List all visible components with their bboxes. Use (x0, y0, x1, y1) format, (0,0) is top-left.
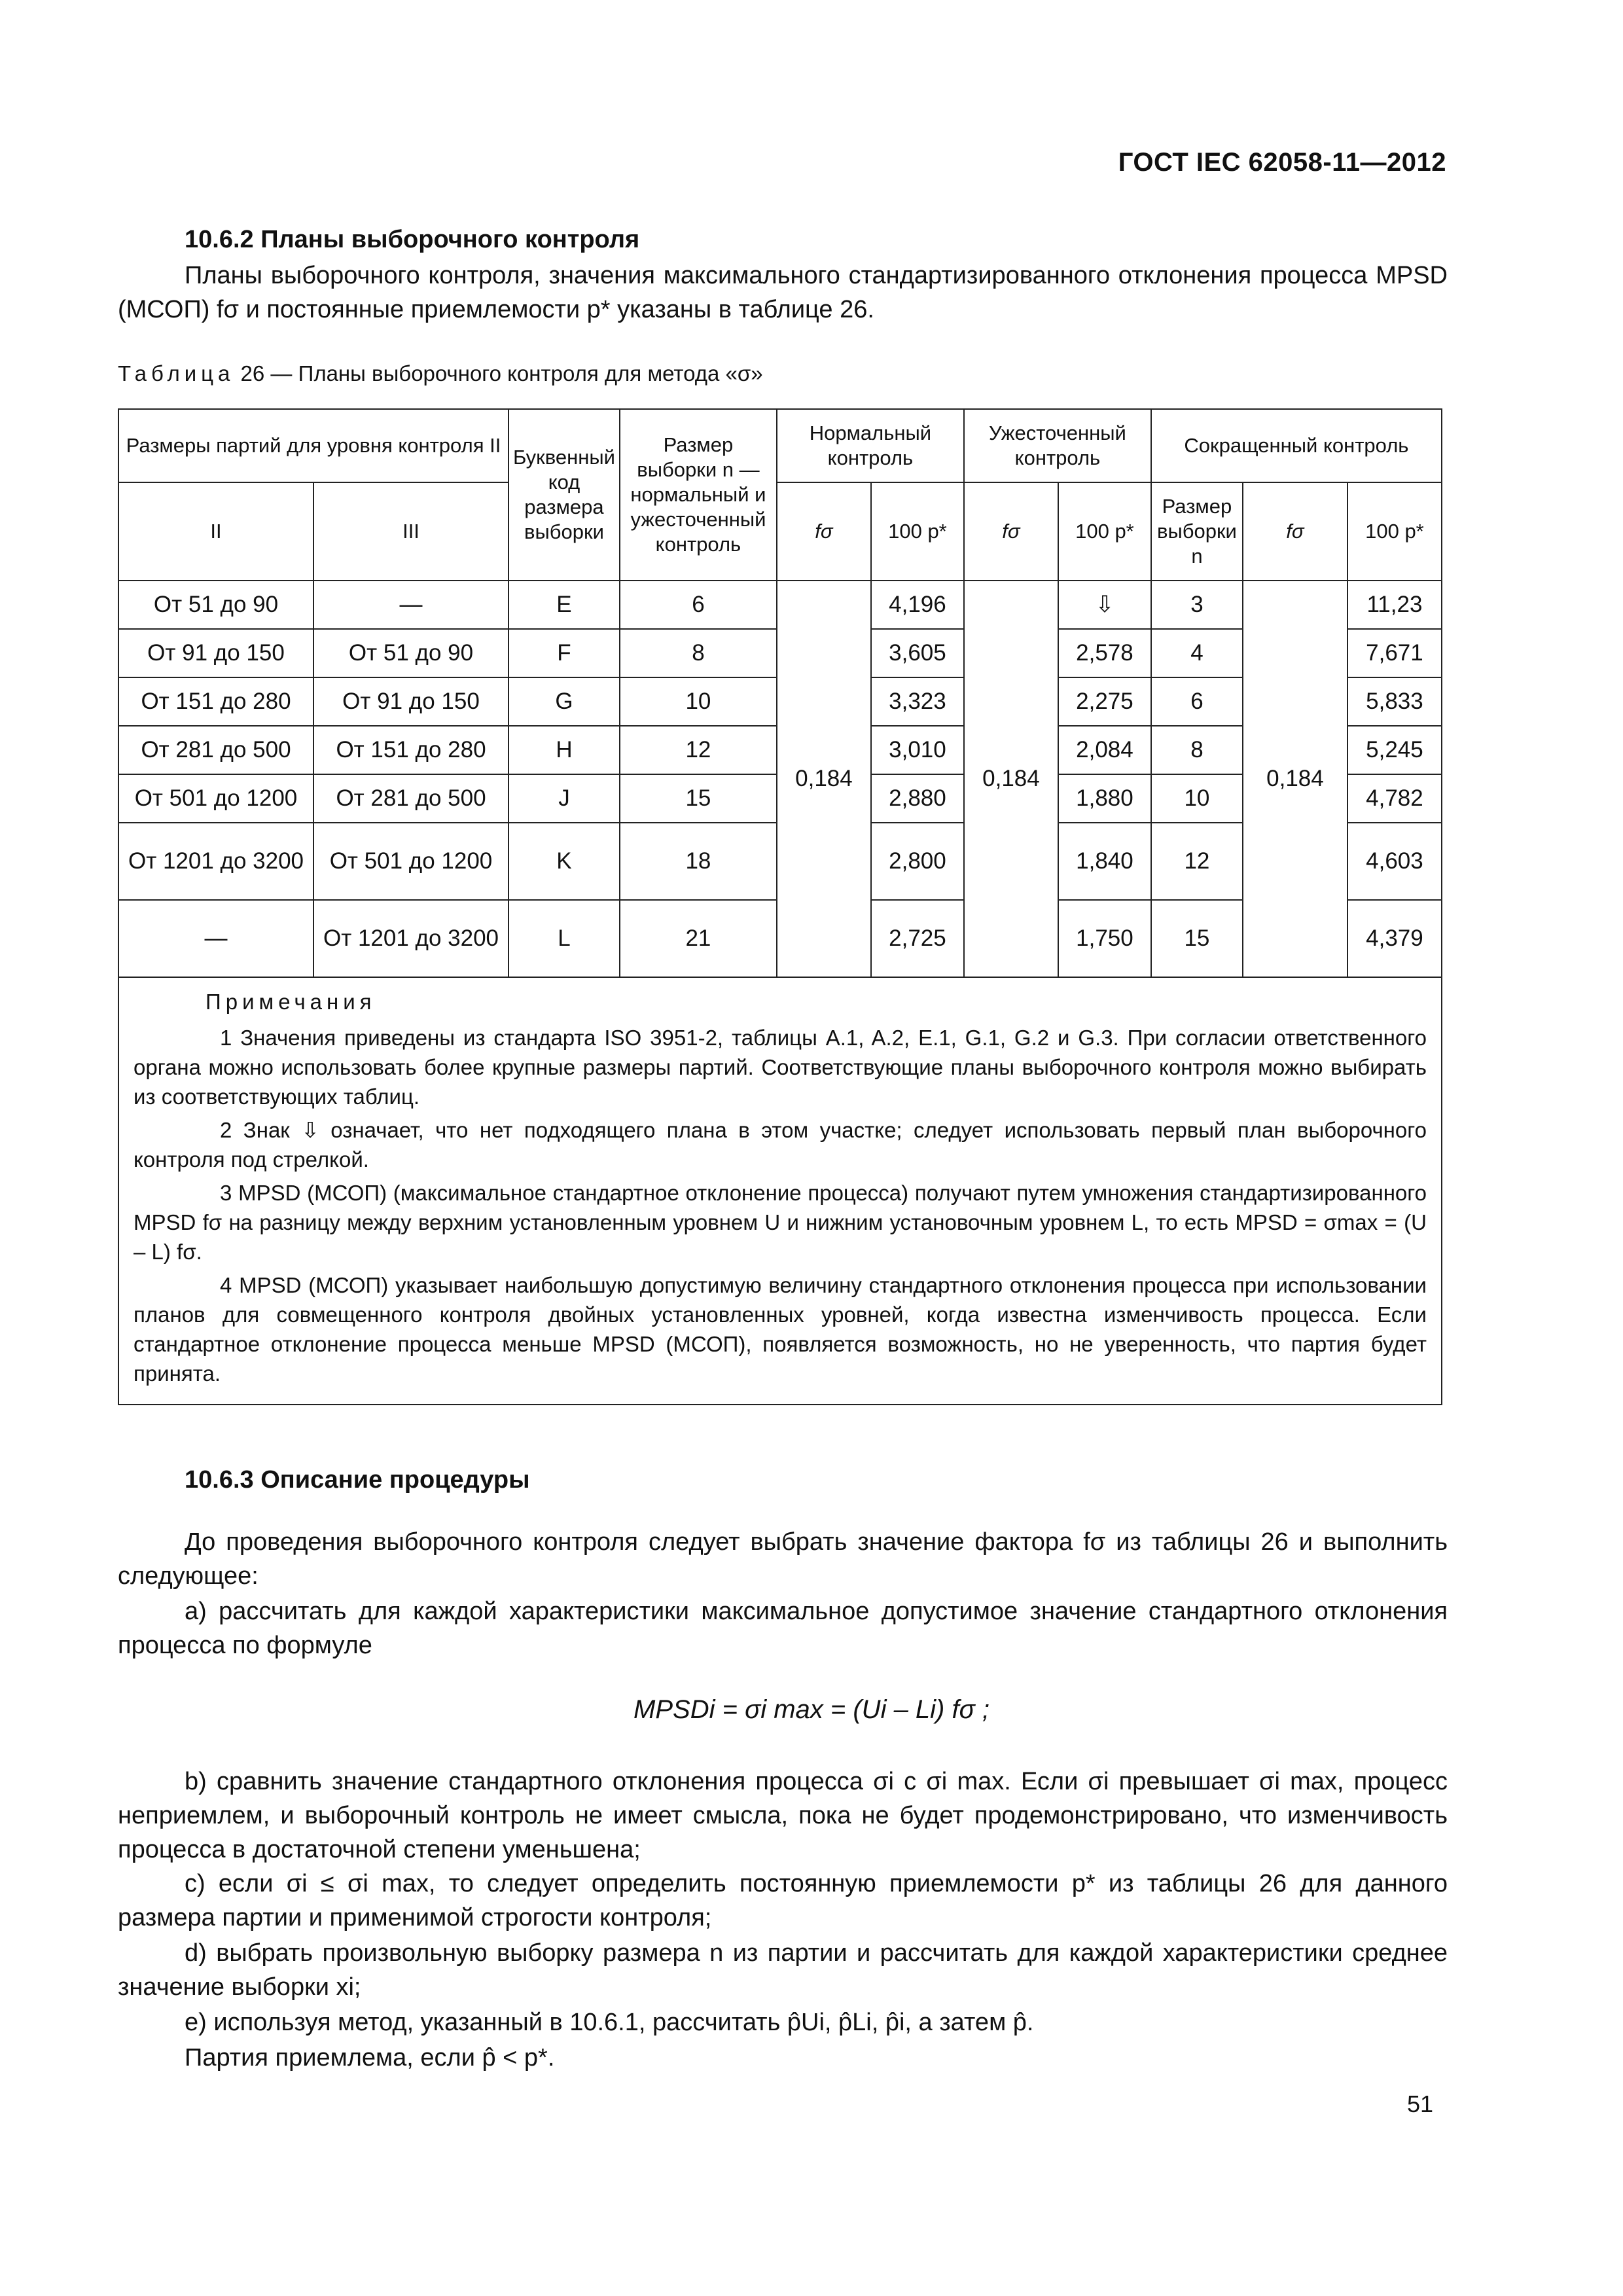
section-title-10-6-2: 10.6.2 Планы выборочного контроля (185, 226, 640, 253)
cell-p-reduced: 4,603 (1347, 823, 1442, 900)
cell-p-tightened: 2,084 (1058, 726, 1151, 774)
cell-code: E (508, 581, 620, 629)
section-intro: Планы выборочного контроля, значения максимального стандартизированного отклонения процесса MPSD (МСОП) fσ и постоянные приемлемости p* указаны в таблице 26. (118, 262, 1448, 323)
cell-lot-iii: От 281 до 500 (313, 774, 508, 823)
cell-p-tightened: 1,750 (1058, 900, 1151, 977)
header-p100-reduced: 100 p* (1347, 482, 1442, 581)
procedure-step-b: b) сравнить значение стандартного отклонения процесса σi с σi max. Если σi превышает σi max, процесс неприемлем, и выборочный контроль не имеет смысла, пока не будет продемонстрировано, что изменчивость процесса в достаточной степени уменьшена; (118, 1768, 1448, 1863)
notes-title: Примечания (205, 990, 376, 1014)
header-f-sigma-normal: fσ (777, 482, 871, 581)
cell-p-reduced: 5,245 (1347, 726, 1442, 774)
mpsd-formula: MPSDi = σi max = (Ui – Li) fσ ; (633, 1695, 990, 1724)
header-f-sigma-reduced: fσ (1243, 482, 1347, 581)
cell-n-reduced: 12 (1151, 823, 1243, 900)
cell-p-tightened: 1,840 (1058, 823, 1151, 900)
cell-p-normal: 2,725 (871, 900, 964, 977)
cell-p-tightened: ⇩ (1058, 581, 1151, 629)
note-item: 4 MPSD (МСОП) указывает наибольшую допустимую величину стандартного отклонения процесса при использовании планов для совмещенного контроля двойных установленных уровней, когда известна изменчивость процесса. Если стандартное отклонение процесса меньше MPSD (МСОП), появляется возможность, но не уверенность, что партия будет принята. (134, 1273, 1427, 1386)
cell-code: L (508, 900, 620, 977)
cell-p-reduced: 7,671 (1347, 629, 1442, 677)
cell-n-reduced: 10 (1151, 774, 1243, 823)
cell-n-reduced: 4 (1151, 629, 1243, 677)
cell-lot-ii: От 51 до 90 (118, 581, 313, 629)
procedure-step-c: c) если σi ≤ σi max, то следует определить постоянную приемлемости p* из таблицы 26 для данного размера партии и применимой строгости контроля; (118, 1870, 1448, 1931)
cell-lot-ii: — (118, 900, 313, 977)
cell-p-tightened: 2,578 (1058, 629, 1151, 677)
cell-lot-ii: От 91 до 150 (118, 629, 313, 677)
cell-p-tightened: 2,275 (1058, 677, 1151, 726)
note-item: 1 Значения приведены из стандарта ISO 3951-2, таблицы A.1, A.2, E.1, G.1, G.2 и G.3. При согласии ответственного органа можно использовать более крупные размеры партий. Соответствующие планы выборочного контроля можно выбирать из соответствующих таблиц. (134, 1026, 1427, 1109)
cell-p-normal: 3,605 (871, 629, 964, 677)
cell-n: 18 (620, 823, 777, 900)
cell-f-normal: 0,184 (777, 581, 871, 977)
cell-f-reduced: 0,184 (1243, 581, 1347, 977)
cell-lot-ii: От 1201 до 3200 (118, 823, 313, 900)
procedure-step-d: d) выбрать произвольную выборку размера n из партии и рассчитать для каждой характеристики среднее значение выборки xi; (118, 1939, 1448, 2001)
header-p100-normal: 100 p* (871, 482, 964, 581)
cell-n-reduced: 6 (1151, 677, 1243, 726)
cell-code: F (508, 629, 620, 677)
cell-code: K (508, 823, 620, 900)
table-notes (118, 977, 1442, 1405)
table-row (118, 581, 1442, 629)
cell-p-tightened: 1,880 (1058, 774, 1151, 823)
header-tightened: Ужесточенный контроль (964, 409, 1151, 482)
cell-lot-iii: От 51 до 90 (313, 629, 508, 677)
header-col-iii: III (313, 482, 508, 581)
procedure-intro: До проведения выборочного контроля следует выбрать значение фактора fσ из таблицы 26 и выполнить следующее: (118, 1528, 1448, 1590)
acceptance-criterion: Партия приемлема, если p̂ < p*. (185, 2044, 555, 2072)
table-caption (118, 361, 763, 386)
cell-n: 8 (620, 629, 777, 677)
cell-lot-iii: От 91 до 150 (313, 677, 508, 726)
cell-lot-ii: От 151 до 280 (118, 677, 313, 726)
page-number: 51 (1406, 2090, 1433, 2117)
header-code-letter: Буквенный код размера выборки (508, 409, 620, 581)
cell-n: 10 (620, 677, 777, 726)
procedure-step-e: e) используя метод, указанный в 10.6.1, рассчитать p̂Ui, p̂Li, p̂i, а затем p̂. (185, 2009, 1034, 2036)
cell-n-reduced: 8 (1151, 726, 1243, 774)
cell-p-normal: 2,880 (871, 774, 964, 823)
sampling-plans-table (118, 408, 1442, 1405)
cell-lot-ii: От 501 до 1200 (118, 774, 313, 823)
cell-p-reduced: 4,782 (1347, 774, 1442, 823)
cell-code: H (508, 726, 620, 774)
table-notes-row (118, 977, 1442, 1405)
cell-code: J (508, 774, 620, 823)
cell-p-normal: 3,010 (871, 726, 964, 774)
cell-n-reduced: 15 (1151, 900, 1243, 977)
header-p100-tightened: 100 p* (1058, 482, 1151, 581)
header-lot-sizes: Размеры партий для уровня контроля II (118, 409, 508, 482)
cell-n: 6 (620, 581, 777, 629)
header-normal: Нормальный контроль (777, 409, 964, 482)
header-reduced-n: Размер выборки n (1151, 482, 1243, 581)
cell-lot-iii: — (313, 581, 508, 629)
document-code: ГОСТ IEC 62058-11—2012 (1118, 148, 1446, 177)
cell-lot-iii: От 501 до 1200 (313, 823, 508, 900)
cell-f-tightened: 0,184 (964, 581, 1058, 977)
cell-code: G (508, 677, 620, 726)
procedure-step-a: a) рассчитать для каждой характеристики максимальное допустимое значение стандартного отклонения процесса по формуле (118, 1598, 1448, 1659)
cell-p-reduced: 11,23 (1347, 581, 1442, 629)
header-f-sigma-tightened: fσ (964, 482, 1058, 581)
header-sample-size: Размер выборки n — нормальный и ужесточенный контроль (620, 409, 777, 581)
cell-p-reduced: 5,833 (1347, 677, 1442, 726)
cell-lot-iii: От 151 до 280 (313, 726, 508, 774)
section-title-10-6-3: 10.6.3 Описание процедуры (185, 1466, 530, 1494)
cell-lot-ii: От 281 до 500 (118, 726, 313, 774)
cell-n: 15 (620, 774, 777, 823)
cell-n: 12 (620, 726, 777, 774)
cell-p-reduced: 4,379 (1347, 900, 1442, 977)
note-item: 2 Знак ⇩ означает, что нет подходящего плана в этом участке; следует использовать первый план выборочного контроля под стрелкой. (134, 1118, 1427, 1172)
cell-lot-iii: От 1201 до 3200 (313, 900, 508, 977)
cell-n: 21 (620, 900, 777, 977)
cell-p-normal: 2,800 (871, 823, 964, 900)
header-reduced: Сокращенный контроль (1151, 409, 1442, 482)
table-caption-text: 26 — Планы выборочного контроля для метода «σ» (234, 361, 763, 386)
cell-n-reduced: 3 (1151, 581, 1243, 629)
table-caption-prefix: Таблица (118, 361, 235, 386)
cell-p-normal: 4,196 (871, 581, 964, 629)
cell-p-normal: 3,323 (871, 677, 964, 726)
note-item: 3 MPSD (МСОП) (максимальное стандартное отклонение процесса) получают путем умножения стандартизированного MPSD fσ на разницу между верхним установленным уровнем U и нижним установочным уровнем L, то есть MPSD = σmax = (U – L) fσ. (134, 1181, 1427, 1264)
header-col-ii: II (118, 482, 313, 581)
